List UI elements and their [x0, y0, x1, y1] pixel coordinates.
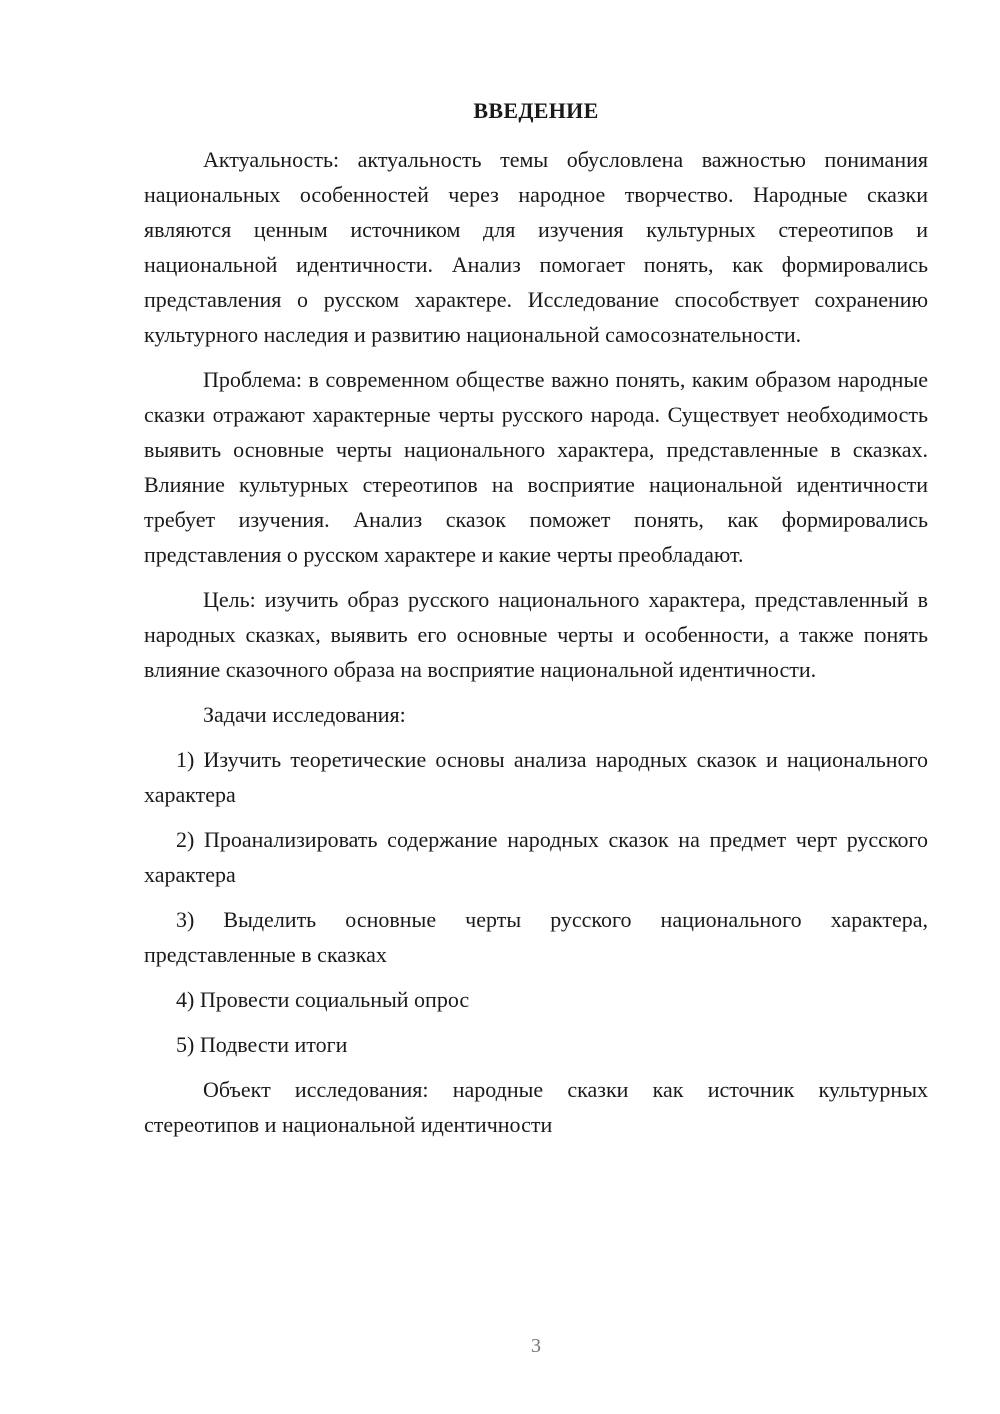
list-item: 5) Подвести итоги [176, 1032, 348, 1057]
page-title: ВВЕДЕНИЕ [473, 98, 599, 123]
page-number: 3 [531, 1335, 541, 1357]
document-body [144, 142, 928, 1142]
list-item: 3) Выделить основные черты русского национального характера, представленные в сказках [144, 907, 928, 967]
list-item: 1) Изучить теоретические основы анализа народных сказок и национального характера [144, 747, 928, 807]
paragraph-relevance: Актуальность: актуальность темы обусловлена важностью понимания национальных особенностей через народное творчество. Народные сказки являются ценным источником для изучения культурных стереотипов и национальной идентичности. Анализ помогает понять, как формировались представления о русском характере. Исследование способствует сохранению культурного наследия и развитию национальной самосознательности. [144, 147, 928, 347]
tasks-heading: Задачи исследования: [203, 702, 406, 727]
list-item: 4) Провести социальный опрос [176, 987, 470, 1012]
list-item: 2) Проанализировать содержание народных сказок на предмет черт русского характера [144, 827, 928, 887]
paragraph-object: Объект исследования: народные сказки как источник культурных стереотипов и национальной идентичности [144, 1077, 928, 1137]
tasks-list [144, 742, 928, 1062]
paragraph-goal: Цель: изучить образ русского национального характера, представленный в народных сказках, выявить его основные черты и особенности, а также понять влияние сказочного образа на восприятие национальной идентичности. [144, 587, 928, 682]
paragraph-problem: Проблема: в современном обществе важно понять, каким образом народные сказки отражают характерные черты русского народа. Существует необходимость выявить основные черты национального характера, представленные в сказках. Влияние культурных стереотипов на восприятие национальной идентичности требует изучения. Анализ сказок поможет понять, как формировались представления о русском характере и какие черты преобладают. [144, 367, 928, 567]
